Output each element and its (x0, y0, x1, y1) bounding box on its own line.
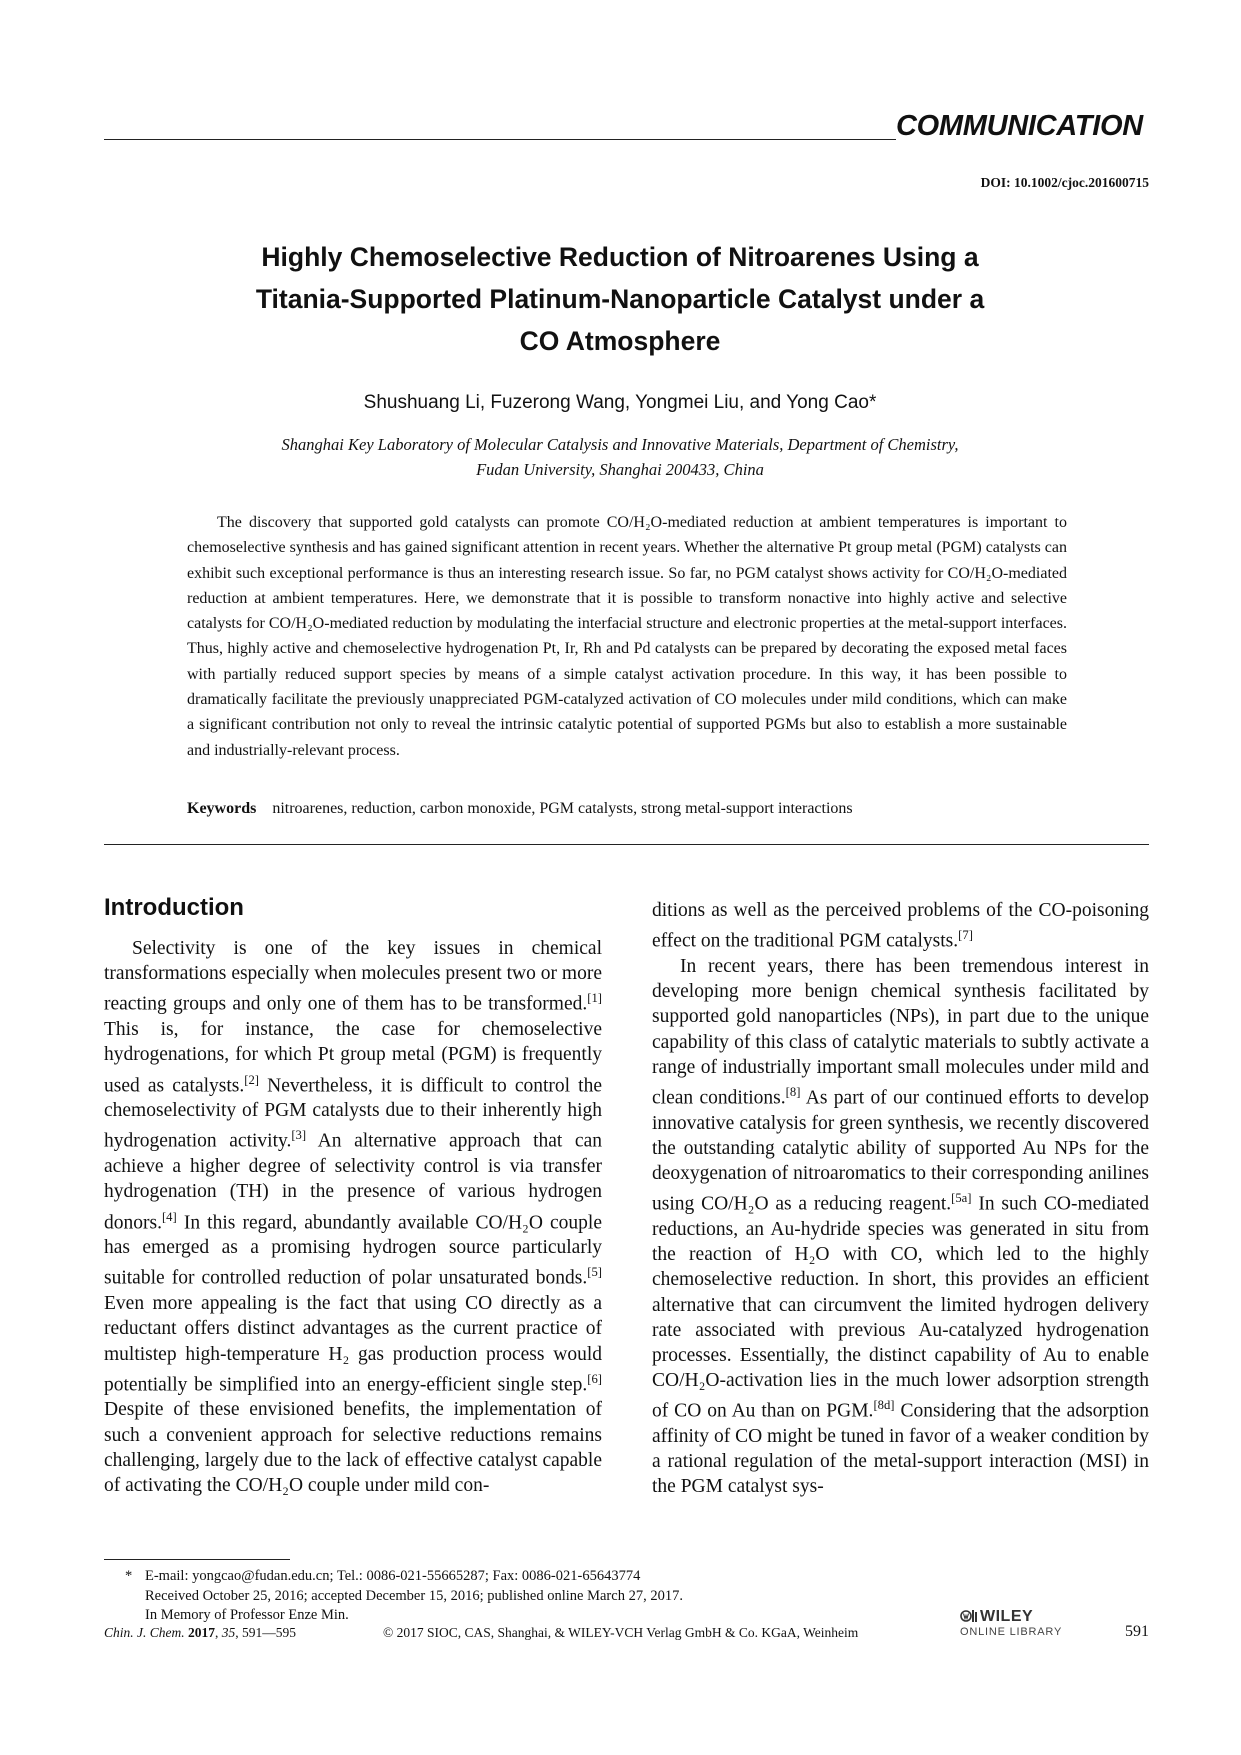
citation-ref: [7] (958, 928, 973, 943)
footnote (125, 1567, 1025, 1626)
intro-paragraph: In recent years, there has been tremendous interest in developing more benign chemical synthesis facilitated by supported gold nanoparticles (NPs), in part due to the unique capability of this class of catalytic materials to subtly activate a range of industrially important small molecules under mild and clean conditions.[8] As part of our continued efforts to develop innovative catalysis for green synthesis, we recently discovered the outstanding catalytic ability of supported Au NPs for the deoxygenation of nitroaromatics to their corresponding anilines using CO/H₂O as a reducing reagent.[5a] In such CO-mediated reductions, an Au-hydride species was generated in situ from the reaction of H₂O with CO, which led to the highly chemoselective reduction. In short, this provides an efficient alternative that can circumvent the limited hydrogen delivery rate associated with previous Au-catalyzed hydrogenation processes. Essentially, the distinct capability of Au to enable CO/H₂O-activation lies in the much lower adsorption strength of CO on Au than on PGM.[8d] Considering that the adsorption affinity of CO might be tuned in favor of a weaker condition by a rational regulation of the metal-support interaction (MSI) in the PGM catalyst sys- (652, 955, 1149, 1498)
wiley-logo-text: WILEY (980, 1608, 1034, 1625)
left-column (104, 936, 602, 1498)
footnote-divider (104, 1559, 290, 1560)
citation-ref: [6] (587, 1371, 602, 1386)
title-line: CO Atmosphere (519, 326, 721, 356)
section-label: COMMUNICATION (896, 110, 1143, 142)
footnote-mark: * (125, 1568, 133, 1584)
affiliation-line: Shanghai Key Laboratory of Molecular Catalysis and Innovative Materials, Department of Chemistry, (281, 435, 959, 454)
affiliation (160, 432, 1080, 482)
citation-ref: [5] (587, 1265, 602, 1280)
citation-ref: [5a] (951, 1191, 972, 1206)
journal-year: 2017 (188, 1625, 215, 1640)
wiley-logo (960, 1608, 1070, 1644)
footer-citation: Chin. J. Chem. 2017, 35, 591—595 (104, 1625, 296, 1640)
footnote-email: E-mail: yongcao@fudan.edu.cn; Tel.: 0086-021-55665287; Fax: 0086-021-65643774 (145, 1568, 641, 1584)
citation-ref: [2] (244, 1072, 260, 1087)
journal-pages: , 591—595 (235, 1625, 296, 1640)
paper-title (160, 236, 1080, 362)
citation-ref: [8] (785, 1084, 801, 1099)
footnote-received: Received October 25, 2016; accepted December 15, 2016; published online March 27, 2017. (145, 1587, 683, 1604)
journal-volume: 35 (221, 1625, 236, 1640)
header-rule (104, 139, 896, 140)
citation-ref: [4] (161, 1209, 177, 1224)
footnote-email-line (125, 1567, 1025, 1587)
citation-ref: [8d] (873, 1398, 895, 1413)
citation-ref: [1] (587, 991, 602, 1006)
keywords (187, 800, 1067, 818)
journal-abbrev: Chin. J. Chem. (104, 1625, 185, 1640)
right-column (652, 898, 1149, 1500)
title-line: Titania-Supported Platinum-Nanoparticle Catalyst under a (255, 284, 985, 314)
wiley-emblem-icon (960, 1608, 978, 1624)
footer-copyright: © 2017 SIOC, CAS, Shanghai, & WILEY-VCH Verlag GmbH & Co. KGaA, Weinheim (383, 1625, 859, 1640)
keywords-label: Keywords (187, 800, 257, 817)
abstract (187, 510, 1067, 763)
intro-paragraph-continued: ditions as well as the perceived problems of the CO-poisoning effect on the traditional PGM catalysts.[7] (652, 900, 1149, 952)
citation-ref: [3] (291, 1128, 307, 1143)
page-number: 591 (1125, 1623, 1149, 1640)
footnote-memory: In Memory of Professor Enze Min. (145, 1607, 349, 1623)
intro-paragraph: Selectivity is one of the key issues in chemical transformations especially when molecules present two or more reacting groups and only one of them has to be transformed.[1] This is, for instance, the case for chemoselective hydrogenations, for which Pt group metal (PGM) is frequently used as catalysts.[2] Nevertheless, it is difficult to control the chemoselectivity of PGM catalysts due to their inherently high hydrogenation activity.[3] An alternative approach that can achieve a higher degree of selectivity control is via transfer hydrogenation (TH) in the presence of various hydrogen donors.[4] In this regard, abundantly available CO/H₂O couple has emerged as a promising hydrogen source particularly suitable for controlled reduction of polar unsaturated bonds.[5] Even more appealing is the fact that using CO directly as a reductant offers distinct advantages as the current practice of multistep high-temperature H₂ gas production process would potentially be simplified into an energy-efficient single step.[6] Despite of these envisioned benefits, the implementation of such a convenient approach for selective reductions remains challenging, largely due to the lack of effective catalyst capable of activating the CO/H₂O couple under mild con- (104, 938, 602, 1497)
abstract-text: The discovery that supported gold catalysts can promote CO/H₂O-mediated reduction at ambient temperatures is important to chemoselective synthesis and has gained significant attention in recent years. Whether the alternative Pt group metal (PGM) catalysts can exhibit such exceptional performance is thus an interesting research issue. So far, no PGM catalyst shows activity for CO/H₂O-mediated reduction at ambient temperatures. Here, we demonstrate that it is possible to transform nonactive into highly active and selective catalysts for CO/H₂O-mediated reduction by modulating the interfacial structure and electronic properties at the metal-support interfaces. Thus, highly active and chemoselective hydrogenation Pt, Ir, Rh and Pd catalysts can be prepared by decorating the exposed metal faces with partially reduced support species by means of a simple catalyst activation procedure. In this way, it has been possible to dramatically facilitate the previously unappreciated PGM-catalyzed activation of CO molecules under mild conditions, which can make a significant contribution not only to reveal the intrinsic catalytic potential of supported PGMs but also to establish a more sustainable and industrially-relevant process. (187, 514, 1067, 759)
keywords-text: nitroarenes, reduction, carbon monoxide, PGM catalysts, strong metal-support interactions (272, 800, 853, 817)
title-line: Highly Chemoselective Reduction of Nitroarenes Using a (261, 242, 979, 272)
section-heading-introduction: Introduction (104, 894, 244, 921)
wiley-logo-subtext: ONLINE LIBRARY (960, 1626, 1063, 1638)
authors: Shushuang Li, Fuzerong Wang, Yongmei Liu, and Yong Cao* (363, 392, 877, 413)
affiliation-line: Fudan University, Shanghai 200433, China (476, 460, 764, 479)
abstract-divider (104, 844, 1149, 845)
doi: DOI: 10.1002/cjoc.201600715 (980, 175, 1149, 190)
